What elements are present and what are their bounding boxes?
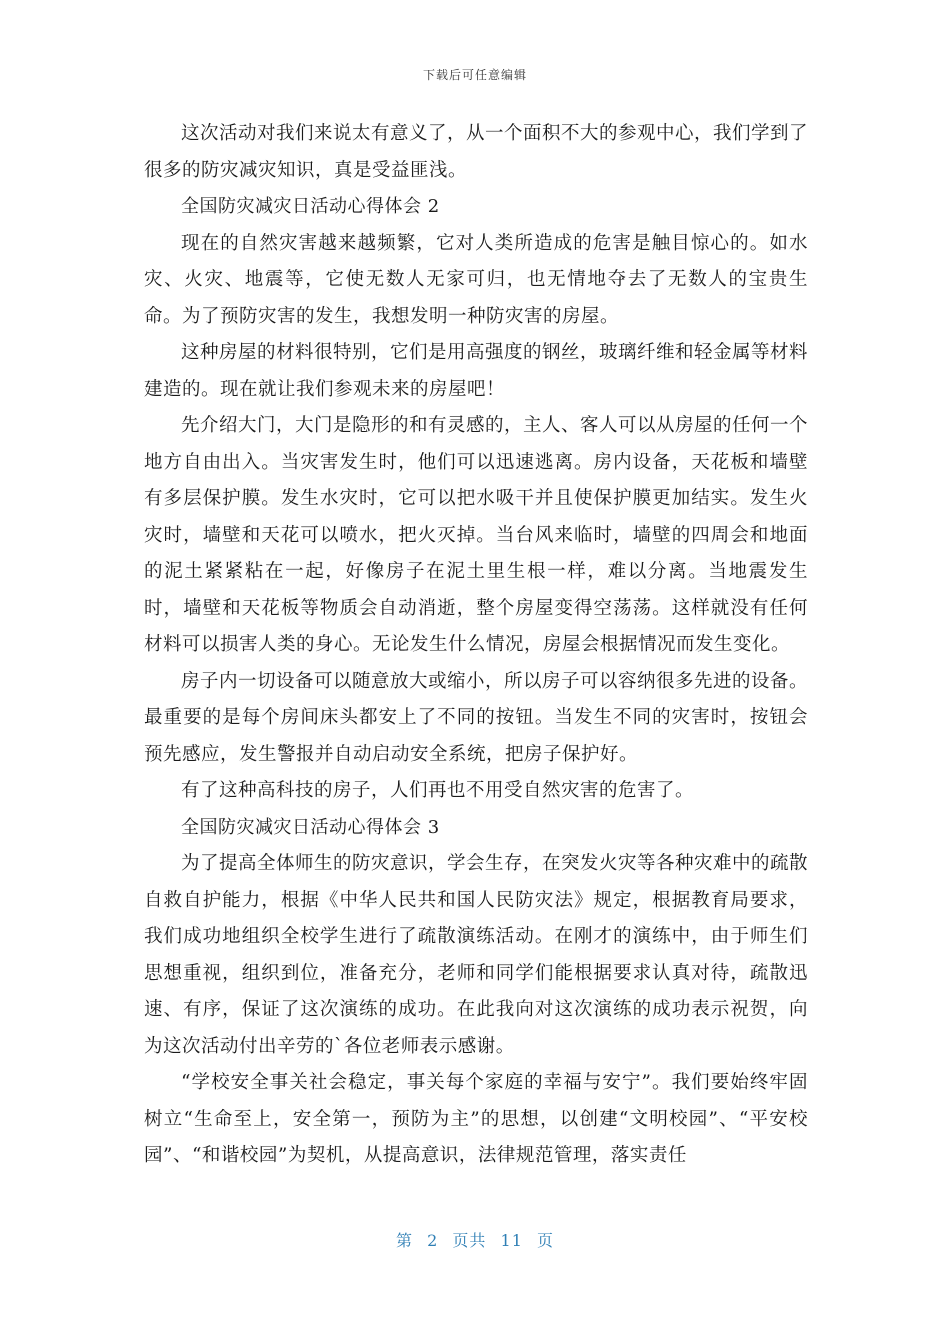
page-label-prefix: 第: [396, 1231, 414, 1250]
paragraph: 这种房屋的材料很特别，它们是用高强度的钢丝，玻璃纤维和轻金属等材料建造的。现在就让我们参观未来的房屋吧！: [144, 342, 809, 400]
section-heading: 全国防灾减灾日活动心得体会 2: [181, 196, 440, 217]
paragraph: “学校安全事关社会稳定，事关每个家庭的幸福与安宁”。我们要始终牢固树立“生命至上，安全第一，预防为主”的思想，以创建“文明校园”、“平安校园”、“和谐校园”为契机，从提高意识，法律规范管理，落实责任: [144, 1072, 808, 1166]
page-current-number: 2: [427, 1231, 439, 1250]
paragraph: 这次活动对我们来说太有意义了，从一个面积不大的参观中心，我们学到了很多的防灾减灾知识，真是受益匪浅。: [144, 123, 809, 181]
paragraph: 有了这种高科技的房子，人们再也不用受自然灾害的危害了。: [181, 780, 695, 801]
page-header: 下载后可任意编辑: [422, 68, 527, 82]
paragraph: 先介绍大门，大门是隐形的和有灵感的，主人、客人可以从房屋的任何一个地方自由出入。当灾害发生时，他们可以迅速逃离。房内设备，天花板和墙壁有多层保护膜。发生水灾时，它可以把水吸干并且使保护膜更加结实。发生火灾时，墙壁和天花可以喷水，把火灭掉。当台风来临时，墙壁的四周会和地面的泥土紧紧粘在一起，好像房子在泥土里生根一样，难以分离。当地震发生时，墙壁和天花板等物质会自动消逝，整个房屋变得空荡荡。这样就没有任何材料可以损害人类的身心。无论发生什么情况，房屋会根据情况而发生变化。: [144, 415, 809, 655]
document-body: [144, 116, 808, 1175]
page-footer: [0, 1228, 950, 1251]
paragraph: 现在的自然灾害越来越频繁，它对人类所造成的危害是触目惊心的。如水灾、火灾、地震等，它使无数人无家可归，也无情地夺去了无数人的宝贵生命。为了预防灾害的发生，我想发明一种防灾害的房屋。: [144, 232, 808, 327]
page-label-suffix: 页: [536, 1231, 554, 1250]
page-label-middle: 页共: [452, 1231, 487, 1250]
section-heading: 全国防灾减灾日活动心得体会 3: [181, 816, 440, 838]
paragraph: 房子内一切设备可以随意放大或缩小，所以房子可以容纳很多先进的设备。最重要的是每个房间床头都安上了不同的按钮。当发生不同的灾害时，按钮会预先感应，发生警报并自动启动安全系统，把房子保护好。: [144, 670, 809, 765]
page-total-number: 11: [500, 1231, 523, 1250]
paragraph: 为了提高全体师生的防灾意识，学会生存，在突发火灾等各种灾难中的疏散自救自护能力，根据《中华人民共和国人民防灾法》规定，根据教育局要求，我们成功地组织全校学生进行了疏散演练活动。在刚才的演练中，由于师生们思想重视，组织到位，准备充分，老师和同学们能根据要求认真对待，疏散迅速、有序，保证了这次演练的成功。在此我向对这次演练的成功表示祝贺，向为这次活动付出辛劳的`各位老师表示感谢。: [144, 853, 809, 1057]
